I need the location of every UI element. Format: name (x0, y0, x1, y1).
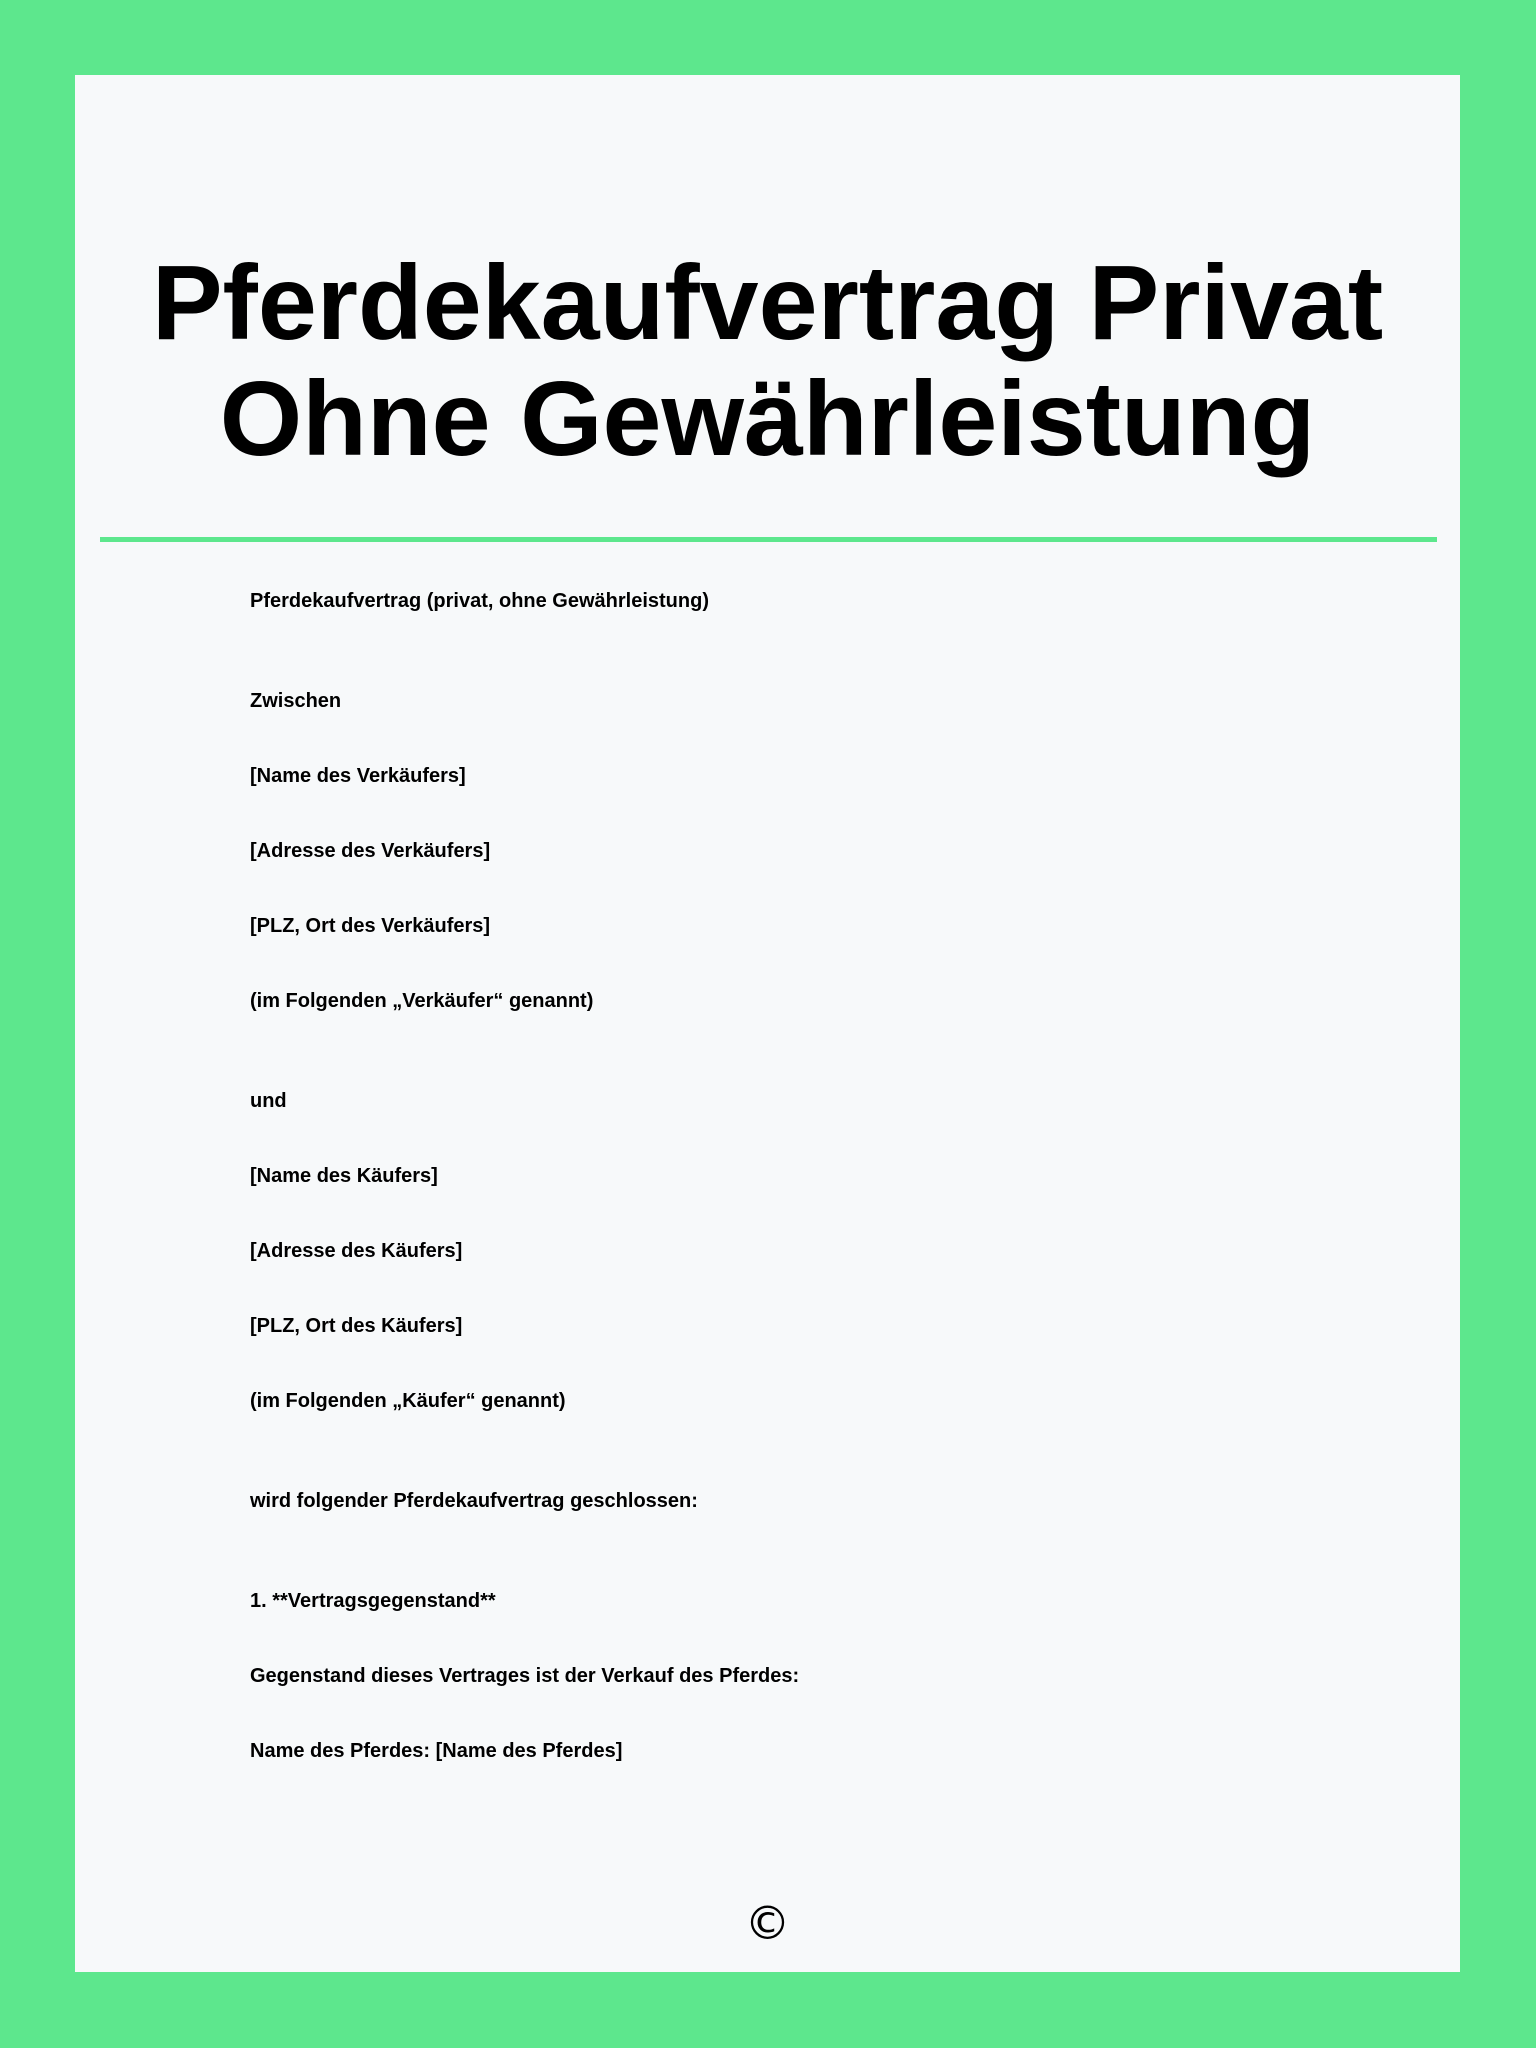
buyer-city: [PLZ, Ort des Käufers] (250, 1315, 463, 1337)
seller-name: [Name des Verkäufers] (250, 765, 466, 787)
title-line-1: Pferdekaufvertrag Privat (151, 244, 1384, 362)
contract-heading: Pferdekaufvertrag (privat, ohne Gewährleistung) (250, 590, 709, 612)
section-1-text: Gegenstand dieses Vertrages ist der Verkauf des Pferdes: (250, 1665, 800, 1687)
seller-city: [PLZ, Ort des Verkäufers] (250, 915, 491, 937)
buyer-address: [Adresse des Käufers] (250, 1240, 463, 1262)
title-divider (100, 537, 1437, 542)
horse-name-field: Name des Pferdes: [Name des Pferdes] (250, 1740, 623, 1762)
between-label: Zwischen (250, 690, 342, 712)
document-title (75, 245, 1460, 477)
title-line-2: Ohne Gewährleistung (219, 360, 1316, 478)
contract-intro: wird folgender Pferdekaufvertrag geschlossen: (250, 1490, 698, 1512)
buyer-name: [Name des Käufers] (250, 1165, 438, 1187)
section-1-heading: 1. **Vertragsgegenstand** (250, 1590, 496, 1612)
copyright-icon: © (744, 1896, 791, 1950)
seller-address: [Adresse des Verkäufers] (250, 840, 491, 862)
seller-designation: (im Folgenden „Verkäufer“ genannt) (250, 990, 594, 1012)
and-label: und (250, 1090, 287, 1112)
buyer-designation: (im Folgenden „Käufer“ genannt) (250, 1390, 566, 1412)
document-page (75, 75, 1460, 1972)
